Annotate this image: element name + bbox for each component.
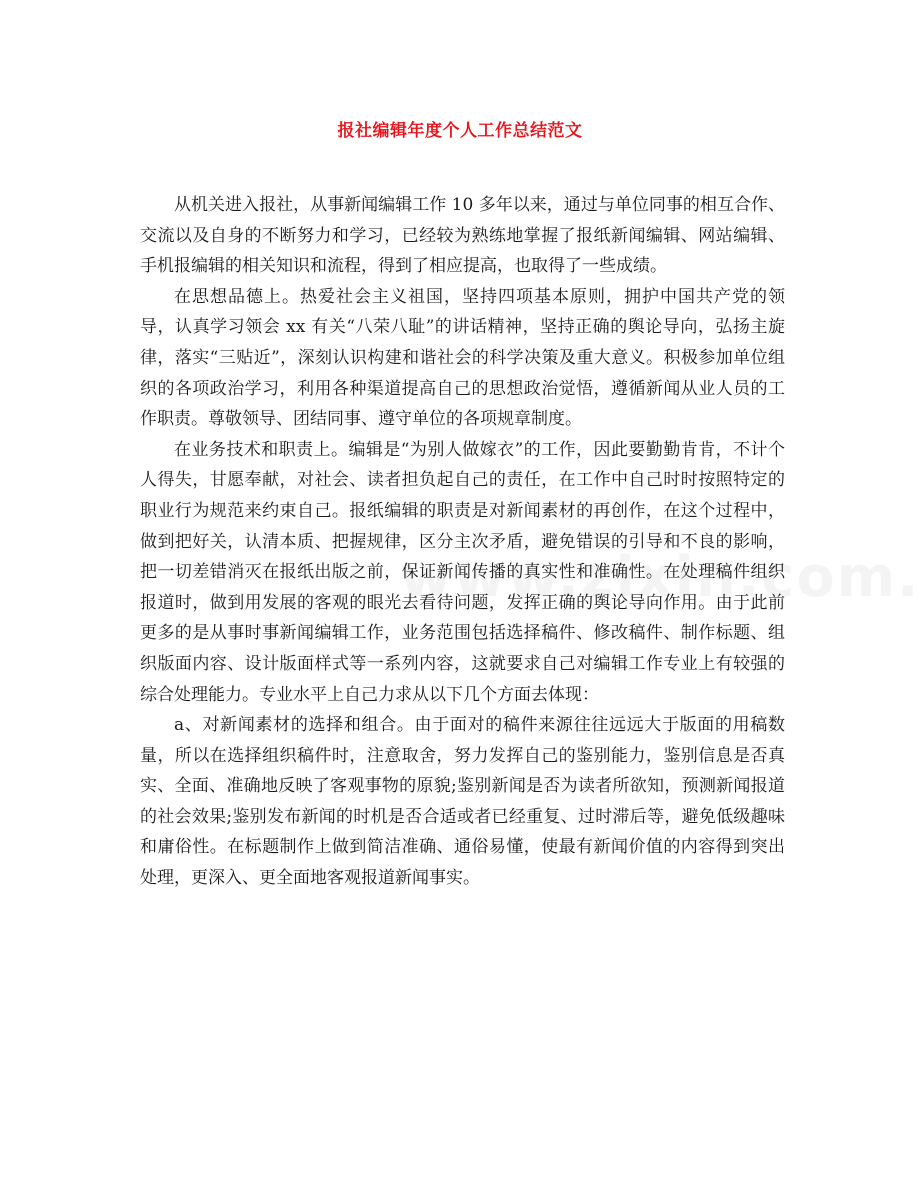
paragraph-professional-duties: 在业务技术和职责上。编辑是“为别人做嫁衣”的工作，因此要勤勤肯肯，不计个人得失，甘愿奉献，对社会、读者担负起自己的责任，在工作中自己时时按照特定的职业行为规范来约束自己。报纸编辑的职责是对新闻素材的再创作，在这个过程中，做到把好关，认清本质、把握规律，区分主次矛盾，避免错误的引导和不良的影响，把一切差错消灭在报纸出版之前，保证新闻传播的真实性和准确性。在处理稿件组织报道时，做到用发展的客观的眼光去看待问题，发挥正确的舆论导向作用。由于此前更多的是从事时事新闻编辑工作，业务范围包括选择稿件、修改稿件、制作标题、组织版面内容、设计版面样式等一系列内容，这就要求自己对编辑工作专业上有较强的综合处理能力。专业水平上自己力求从以下几个方面去体现： [140,439,785,705]
paragraph-intro: 从机关进入报社，从事新闻编辑工作 10 多年以来，通过与单位同事的相互合作、交流以及自身的不断努力和学习，已经较为熟练地掌握了报纸新闻编辑、网站编辑、手机报编辑的相关知识和流程，得到了相应提高，也取得了一些成绩。 [140,195,785,277]
document-body [140,190,785,894]
paragraph-news-selection: a、对新闻素材的选择和组合。由于面对的稿件来源往往远远大于版面的用稿数量，所以在选择组织稿件时，注意取舍，努力发挥自己的鉴别能力，鉴别信息是否真实、全面、准确地反映了客观事物的原貌;鉴别新闻是否为读者所欲知，预测新闻报道的社会效果;鉴别发布新闻的时机是否合适或者已经重复、过时滞后等，避免低级趣味和庸俗性。在标题制作上做到简洁准确、通俗易懂，使最有新闻价值的内容得到突出处理，更深入、更全面地客观报道新闻事实。 [140,715,785,889]
paragraph-ideology: 在思想品德上。热爱社会主义祖国，坚持四项基本原则，拥护中国共产党的领导，认真学习领会 xx 有关“八荣八耻”的讲话精神，坚持正确的舆论导向，弘扬主旋律，落实“三贴近”，深刻认识构建和谐社会的科学决策及重大意义。积极参加单位组织的各项政治学习，利用各种渠道提高自己的思想政治觉悟，遵循新闻从业人员的工作职责。尊敬领导、团结同事、遵守单位的各项规章制度。 [140,286,785,430]
document-title: 报社编辑年度个人工作总结范文 [337,121,583,141]
